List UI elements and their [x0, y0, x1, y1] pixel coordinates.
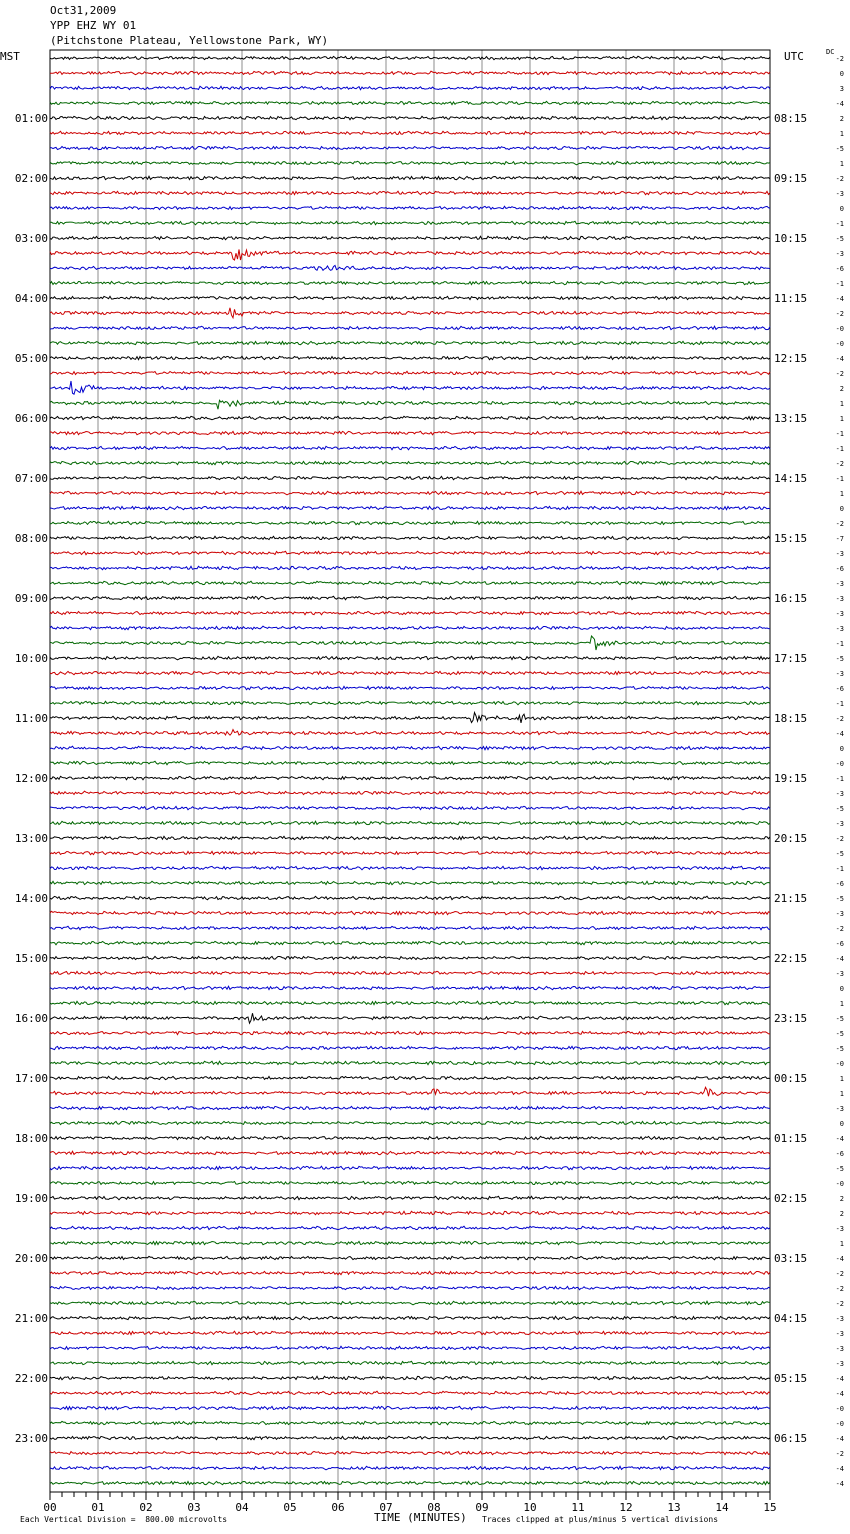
dc-offset-value: -5 [835, 805, 844, 813]
seismic-trace-row [50, 326, 770, 330]
seismic-trace-row [50, 506, 770, 509]
right-hour-label: 08:15 [774, 112, 808, 125]
left-hour-label: 20:00 [14, 1252, 48, 1265]
seismic-trace-row [50, 1316, 770, 1319]
right-hour-label: 17:15 [774, 652, 808, 665]
right-hour-label: 18:15 [774, 712, 808, 725]
dc-offset-value: -0 [835, 1405, 844, 1413]
seismic-trace-row [50, 730, 770, 736]
right-hour-label: 20:15 [774, 832, 808, 845]
dc-offset-value: -0 [835, 325, 844, 333]
dc-offset-value: -7 [835, 535, 844, 543]
seismic-trace-row [50, 926, 770, 929]
right-hour-label: 12:15 [774, 352, 808, 365]
x-tick-label: 07 [379, 1501, 393, 1514]
left-hour-label: 09:00 [14, 592, 48, 605]
dc-offset-value: 1 [839, 490, 844, 498]
right-hour-label: 15:15 [774, 532, 808, 545]
dc-offset-value: -4 [835, 1435, 844, 1443]
dc-offset-value: -3 [835, 910, 844, 918]
left-hour-label: 15:00 [14, 952, 48, 965]
dc-offset-value: -3 [835, 625, 844, 633]
seismic-trace-row [50, 491, 770, 495]
seismic-trace-row [50, 866, 770, 870]
dc-offset-value: -5 [835, 1015, 844, 1023]
seismic-trace-row [50, 611, 770, 615]
seismic-trace-row [50, 249, 770, 260]
right-hour-label: 11:15 [774, 292, 808, 305]
seismic-trace-row [50, 1136, 770, 1140]
seismic-trace-row [50, 265, 770, 270]
seismic-trace-row [50, 461, 770, 465]
seismic-trace-row [50, 1106, 770, 1110]
dc-offset-value: -2 [835, 1270, 844, 1278]
seismic-trace-row [50, 596, 770, 599]
dc-offset-value: -1 [835, 220, 844, 228]
dc-offset-value: -3 [835, 1225, 844, 1233]
dc-offset-value: -6 [835, 685, 844, 693]
seismic-trace-row [50, 1436, 770, 1440]
dc-offset-value: -2 [835, 1300, 844, 1308]
right-hour-label: 13:15 [774, 412, 808, 425]
seismic-trace-row [50, 701, 770, 705]
seismic-trace-row [50, 1451, 770, 1454]
left-hour-label: 08:00 [14, 532, 48, 545]
dc-offset-value: -3 [835, 970, 844, 978]
left-hour-label: 23:00 [14, 1432, 48, 1445]
seismic-trace-row [50, 1241, 770, 1244]
seismic-trace-row [50, 400, 770, 409]
seismic-trace-row [50, 851, 770, 854]
seismic-trace-row [50, 1087, 770, 1096]
dc-offset-header: DC [826, 48, 835, 56]
dc-offset-value: -3 [835, 1315, 844, 1323]
seismic-trace-row [50, 761, 770, 764]
dc-offset-value: -5 [835, 1045, 844, 1053]
seismic-trace-row [50, 476, 770, 479]
seismic-trace-row [50, 1421, 770, 1425]
seismic-trace-row [50, 1046, 770, 1049]
dc-offset-value: 2 [839, 115, 844, 123]
seismic-trace-row [50, 686, 770, 689]
right-hour-label: 23:15 [774, 1012, 808, 1025]
dc-offset-value: -0 [835, 340, 844, 348]
left-hour-label: 14:00 [14, 892, 48, 905]
right-hour-label: 21:15 [774, 892, 808, 905]
seismic-trace-row [50, 56, 770, 59]
dc-offset-value: 0 [839, 205, 844, 213]
dc-offset-value: -4 [835, 1255, 844, 1263]
scale-note: Each Vertical Division = 800.00 microvolts [20, 1515, 228, 1524]
right-hour-label: 04:15 [774, 1312, 808, 1325]
header-location: (Pitchstone Plateau, Yellowstone Park, WY) [50, 34, 329, 47]
dc-offset-value: -1 [835, 280, 844, 288]
seismic-trace-row [50, 1166, 770, 1170]
dc-offset-value: -6 [835, 940, 844, 948]
dc-offset-value: -4 [835, 1480, 844, 1488]
right-hour-label: 10:15 [774, 232, 808, 245]
left-hour-label: 16:00 [14, 1012, 48, 1025]
seismic-trace-row [50, 636, 770, 650]
seismic-trace-row [50, 281, 770, 284]
dc-offset-value: 1 [839, 1240, 844, 1248]
dc-offset-value: -3 [835, 250, 844, 258]
x-tick-label: 03 [187, 1501, 201, 1514]
seismic-trace-row [50, 581, 770, 585]
seismic-trace-row [50, 911, 770, 914]
dc-offset-value: -1 [835, 640, 844, 648]
right-hour-label: 09:15 [774, 172, 808, 185]
dc-offset-value: 2 [839, 1195, 844, 1203]
dc-offset-value: -0 [835, 1060, 844, 1068]
left-hour-label: 12:00 [14, 772, 48, 785]
seismic-trace-row [50, 956, 770, 959]
seismic-trace-row [50, 1226, 770, 1230]
dc-offset-value: -4 [835, 100, 844, 108]
dc-offset-value: -3 [835, 1360, 844, 1368]
right-hour-label: 14:15 [774, 472, 808, 485]
clip-note: Traces clipped at plus/minus 5 vertical divisions [482, 1515, 719, 1524]
dc-offset-value: -1 [835, 430, 844, 438]
dc-offset-value: -1 [835, 865, 844, 873]
dc-offset-value: -0 [835, 760, 844, 768]
left-hour-label: 19:00 [14, 1192, 48, 1205]
dc-offset-value: -2 [835, 1450, 844, 1458]
right-hour-label: 01:15 [774, 1132, 808, 1145]
seismic-trace-row [50, 356, 770, 360]
dc-offset-value: -3 [835, 790, 844, 798]
seismic-trace-row [50, 296, 770, 299]
seismic-trace-row [50, 206, 770, 209]
seismic-trace-row [50, 308, 770, 318]
seismic-trace-row [50, 536, 770, 540]
right-hour-label: 02:15 [774, 1192, 808, 1205]
dc-offset-value: -2 [835, 715, 844, 723]
dc-offset-value: -4 [835, 1135, 844, 1143]
x-tick-label: 08 [427, 1501, 441, 1514]
seismic-trace-row [50, 521, 770, 525]
dc-offset-value: -3 [835, 1330, 844, 1338]
seismic-trace-row [50, 881, 770, 884]
dc-offset-value: -1 [835, 445, 844, 453]
dc-offset-value: 1 [839, 1090, 844, 1098]
dc-offset-value: -4 [835, 355, 844, 363]
left-hour-label: 17:00 [14, 1072, 48, 1085]
dc-offset-value: -5 [835, 1030, 844, 1038]
x-tick-label: 12 [619, 1501, 633, 1514]
right-hour-label: 06:15 [774, 1432, 808, 1445]
x-tick-label: 10 [523, 1501, 537, 1514]
seismic-trace-row [50, 626, 770, 630]
seismic-trace-row [50, 371, 770, 375]
left-timezone-label: MST [0, 50, 20, 63]
x-tick-label: 05 [283, 1501, 297, 1514]
seismic-trace-row [50, 116, 770, 119]
dc-offset-value: -5 [835, 655, 844, 663]
seismic-trace-row [50, 986, 770, 989]
seismic-trace-row [50, 431, 770, 434]
dc-offset-value: -4 [835, 1465, 844, 1473]
left-hour-label: 02:00 [14, 172, 48, 185]
dc-offset-value: -2 [835, 55, 844, 63]
left-hour-label: 22:00 [14, 1372, 48, 1385]
dc-offset-value: -3 [835, 1105, 844, 1113]
header-date: Oct31,2009 [50, 4, 117, 17]
dc-offset-value: -1 [835, 475, 844, 483]
dc-offset-value: -3 [835, 580, 844, 588]
right-hour-label: 05:15 [774, 1372, 808, 1385]
seismic-trace-row [50, 806, 770, 810]
seismic-trace-row [50, 821, 770, 824]
seismic-trace-row [50, 1121, 770, 1124]
dc-offset-value: -4 [835, 1390, 844, 1398]
seismic-trace-row [50, 1391, 770, 1395]
seismic-trace-row [50, 446, 770, 450]
dc-offset-value: -2 [835, 370, 844, 378]
left-hour-label: 21:00 [14, 1312, 48, 1325]
seismic-trace-row [50, 1151, 770, 1154]
dc-offset-value: -2 [835, 175, 844, 183]
seismic-trace-row [50, 131, 770, 134]
seismic-trace-row [50, 1346, 770, 1350]
seismic-trace-row [50, 1481, 770, 1484]
seismic-trace-row [50, 656, 770, 660]
dc-offset-value: 0 [839, 1120, 844, 1128]
dc-offset-value: -4 [835, 955, 844, 963]
dc-offset-value: 1 [839, 415, 844, 423]
seismic-trace-row [50, 671, 770, 675]
dc-offset-value: 2 [839, 385, 844, 393]
dc-offset-value: -6 [835, 880, 844, 888]
seismic-trace-row [50, 776, 770, 780]
dc-offset-value: 1 [839, 160, 844, 168]
dc-offset-value: -2 [835, 925, 844, 933]
right-hour-label: 19:15 [774, 772, 808, 785]
seismic-trace-row [50, 1361, 770, 1364]
seismic-trace-row [50, 1256, 770, 1260]
seismic-trace-row [50, 1271, 770, 1275]
dc-offset-value: -0 [835, 1180, 844, 1188]
dc-offset-value: -2 [835, 835, 844, 843]
dc-offset-value: 1 [839, 1000, 844, 1008]
seismic-trace-row [50, 1376, 770, 1379]
seismic-trace-row [50, 551, 770, 554]
dc-offset-value: -6 [835, 265, 844, 273]
dc-offset-value: 0 [839, 745, 844, 753]
dc-offset-value: -6 [835, 1150, 844, 1158]
seismic-trace-row [50, 161, 770, 165]
seismic-trace-row [50, 1076, 770, 1079]
right-hour-label: 00:15 [774, 1072, 808, 1085]
seismic-trace-row [50, 381, 770, 394]
seismic-trace-row [50, 101, 770, 104]
right-hour-label: 03:15 [774, 1252, 808, 1265]
seismic-trace-row [50, 971, 770, 975]
dc-offset-value: 0 [839, 505, 844, 513]
seismic-trace-row [50, 941, 770, 945]
dc-offset-value: -3 [835, 820, 844, 828]
x-tick-label: 11 [571, 1501, 585, 1514]
dc-offset-value: 3 [839, 85, 844, 93]
left-hour-label: 07:00 [14, 472, 48, 485]
dc-offset-value: -5 [835, 1165, 844, 1173]
left-hour-label: 03:00 [14, 232, 48, 245]
seismic-trace-row [50, 1211, 770, 1214]
seismic-trace-row [50, 71, 770, 75]
left-hour-label: 05:00 [14, 352, 48, 365]
dc-offset-value: -2 [835, 1285, 844, 1293]
seismic-trace-row [50, 746, 770, 750]
dc-offset-value: -6 [835, 565, 844, 573]
left-hour-label: 04:00 [14, 292, 48, 305]
x-tick-label: 02 [139, 1501, 153, 1514]
dc-offset-value: 1 [839, 130, 844, 138]
seismic-trace-row [50, 1406, 770, 1409]
left-hour-label: 11:00 [14, 712, 48, 725]
seismic-trace-row [50, 86, 770, 89]
seismic-trace-row [50, 1181, 770, 1184]
seismic-trace-row [50, 1331, 770, 1335]
dc-offset-value: -5 [835, 235, 844, 243]
dc-offset-value: -1 [835, 775, 844, 783]
seismic-trace-row [50, 236, 770, 239]
seismic-trace-row [50, 416, 770, 420]
dc-offset-value: -4 [835, 730, 844, 738]
dc-offset-value: -5 [835, 895, 844, 903]
x-tick-label: 00 [43, 1501, 57, 1514]
seismic-trace-row [50, 1001, 770, 1005]
seismic-trace-row [50, 191, 770, 195]
x-axis-title: TIME (MINUTES) [374, 1511, 467, 1524]
seismic-trace-row [50, 1031, 770, 1034]
seismic-trace-row [50, 1466, 770, 1470]
x-tick-label: 14 [715, 1501, 729, 1514]
dc-offset-value: 1 [839, 1075, 844, 1083]
dc-offset-value: -2 [835, 460, 844, 468]
dc-offset-value: -2 [835, 310, 844, 318]
seismic-trace-row [50, 1061, 770, 1064]
seismic-trace-row [50, 221, 770, 225]
x-tick-label: 04 [235, 1501, 249, 1514]
seismic-trace-row [50, 176, 770, 179]
left-hour-label: 06:00 [14, 412, 48, 425]
dc-offset-value: -5 [835, 145, 844, 153]
seismic-trace-row [50, 1196, 770, 1200]
dc-offset-value: 1 [839, 400, 844, 408]
seismic-trace-row [50, 1301, 770, 1305]
seismic-trace-row [50, 836, 770, 840]
seismic-trace-row [50, 713, 770, 723]
header-station: YPP EHZ WY 01 [50, 19, 137, 32]
left-hour-label: 01:00 [14, 112, 48, 125]
dc-offset-value: -1 [835, 700, 844, 708]
dc-offset-value: -4 [835, 1375, 844, 1383]
seismic-trace-row [50, 146, 770, 149]
right-timezone-label: UTC [784, 50, 804, 63]
right-hour-label: 22:15 [774, 952, 808, 965]
x-tick-label: 09 [475, 1501, 489, 1514]
seismic-trace-row [50, 791, 770, 794]
x-tick-label: 06 [331, 1501, 345, 1514]
seismic-trace-row [50, 341, 770, 344]
x-tick-label: 15 [763, 1501, 777, 1514]
seismic-trace-row [50, 566, 770, 569]
dc-offset-value: -2 [835, 520, 844, 528]
left-hour-label: 18:00 [14, 1132, 48, 1145]
dc-offset-value: -0 [835, 1420, 844, 1428]
x-tick-label: 01 [91, 1501, 105, 1514]
dc-offset-value: -3 [835, 550, 844, 558]
seismic-trace-row [50, 1013, 770, 1023]
dc-offset-value: 0 [839, 985, 844, 993]
left-hour-label: 13:00 [14, 832, 48, 845]
left-hour-label: 10:00 [14, 652, 48, 665]
dc-offset-value: -5 [835, 850, 844, 858]
dc-offset-value: -4 [835, 295, 844, 303]
seismic-trace-row [50, 1286, 770, 1289]
dc-offset-value: 2 [839, 1210, 844, 1218]
dc-offset-value: -3 [835, 670, 844, 678]
x-tick-label: 13 [667, 1501, 681, 1514]
dc-offset-value: -3 [835, 595, 844, 603]
seismic-trace-row [50, 896, 770, 900]
dc-offset-value: -3 [835, 190, 844, 198]
right-hour-label: 16:15 [774, 592, 808, 605]
dc-offset-value: -3 [835, 610, 844, 618]
dc-offset-value: -3 [835, 1345, 844, 1353]
dc-offset-value: 0 [839, 70, 844, 78]
